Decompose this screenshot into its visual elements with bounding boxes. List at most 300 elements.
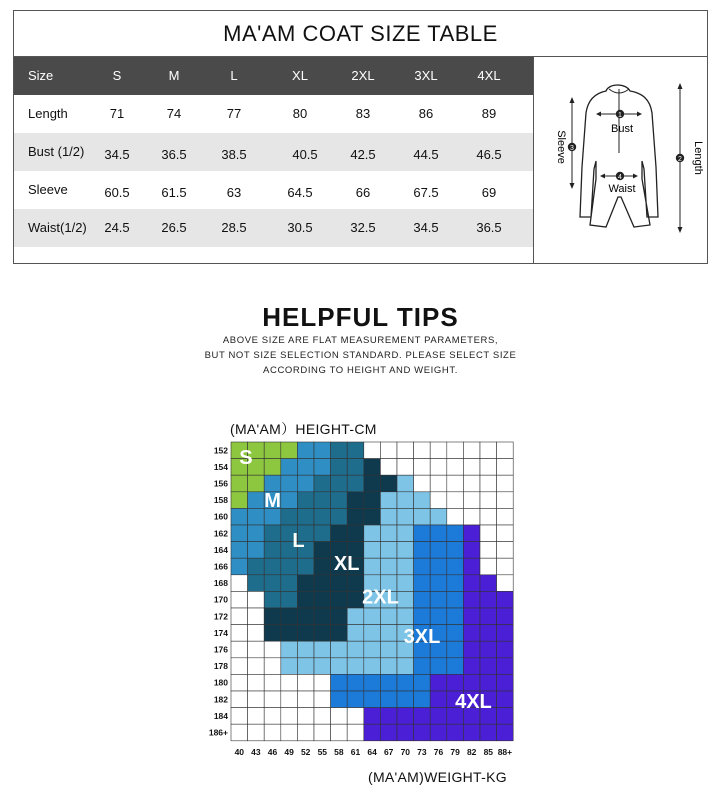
heatmap-cell-3xl (347, 691, 364, 708)
heatmap-cell-2xl (397, 608, 414, 625)
heatmap-cell-empty (497, 459, 514, 476)
heatmap-cell-3xl (430, 608, 447, 625)
heatmap-cell-3xl (380, 674, 397, 691)
heatmap-cell-m (281, 475, 298, 492)
heatmap-cell-empty (231, 625, 248, 642)
heatmap-cell-4xl (430, 708, 447, 725)
heatmap-cell-2xl (364, 542, 381, 559)
heatmap-cell-l (281, 558, 298, 575)
heatmap-cell-xl (347, 525, 364, 542)
heatmap-cell-xl (347, 508, 364, 525)
heatmap-cell-xl (281, 625, 298, 642)
heatmap-cell-4xl (480, 658, 497, 675)
heatmap-cell-4xl (430, 724, 447, 741)
size-table (13, 10, 708, 264)
heatmap-cell-l (281, 508, 298, 525)
heatmap-cell-l (297, 492, 314, 509)
heatmap-cell-empty (414, 442, 431, 459)
heatmap-cell-l (331, 442, 348, 459)
heatmap-cell-l (264, 525, 281, 542)
heatmap-cell-3xl (430, 575, 447, 592)
table-cell: 36.5 (161, 147, 187, 162)
table-cell: 38.5 (221, 147, 247, 162)
heatmap-cell-4xl (497, 691, 514, 708)
heatmap-cell-s (264, 459, 281, 476)
y-tick-label: 164 (213, 544, 228, 555)
heatmap-cell-l (347, 442, 364, 459)
heatmap-cell-2xl (397, 658, 414, 675)
heatmap-cell-xl (364, 475, 381, 492)
y-tick-label: 186+ (208, 727, 228, 738)
heatmap-cell-3xl (364, 691, 381, 708)
heatmap-cell-empty (248, 591, 265, 608)
heatmap-cell-3xl (447, 558, 464, 575)
x-tick-label: 49 (284, 746, 294, 757)
header-cell-4xl: 4XL (477, 68, 501, 83)
heatmap-cell-3xl (414, 525, 431, 542)
size-table-title: MA'AM COAT SIZE TABLE (14, 11, 707, 57)
header-cell-m: M (168, 68, 180, 83)
heatmap-cell-4xl (463, 608, 480, 625)
heatmap-cell-empty (281, 691, 298, 708)
heatmap-cell-2xl (414, 508, 431, 525)
header-cell-size: Size (28, 68, 54, 83)
heatmap-cell-2xl (380, 492, 397, 509)
heatmap-cell-2xl (347, 608, 364, 625)
heatmap-cell-l (347, 459, 364, 476)
heatmap-cell-empty (231, 658, 248, 675)
heatmap-cell-4xl (463, 525, 480, 542)
heatmap-cell-empty (497, 508, 514, 525)
heatmap-cell-empty (447, 442, 464, 459)
y-tick-label: 184 (213, 710, 228, 721)
y-tick-label: 152 (213, 445, 228, 456)
y-tick-label: 168 (213, 578, 228, 589)
heatmap-cell-3xl (430, 558, 447, 575)
heatmap-cell-2xl (364, 608, 381, 625)
y-tick-label: 176 (213, 644, 228, 655)
heatmap-cell-3xl (414, 558, 431, 575)
region-label-xl: XL (333, 553, 360, 576)
heatmap-cell-m (281, 492, 298, 509)
heatmap-cell-l (264, 558, 281, 575)
heatmap-cell-empty (297, 674, 314, 691)
heatmap-cell-2xl (397, 558, 414, 575)
row-label: Length (28, 106, 68, 121)
heatmap-cell-empty (463, 475, 480, 492)
y-tick-label: 182 (213, 694, 228, 705)
table-cell: 64.5 (287, 185, 313, 200)
heatmap-cell-4xl (463, 674, 480, 691)
heatmap-cell-3xl (414, 674, 431, 691)
header-cell-2xl: 2XL (351, 68, 375, 83)
heatmap-cell-empty (480, 508, 497, 525)
heatmap-cell-4xl (463, 542, 480, 559)
heatmap-cell-empty (248, 691, 265, 708)
heatmap-cell-xl (314, 575, 331, 592)
heatmap-cell-empty (380, 459, 397, 476)
x-tick-label: 76 (433, 746, 444, 757)
heatmap-cell-xl (331, 625, 348, 642)
heatmap-cell-empty (430, 459, 447, 476)
table-row-bust (14, 133, 533, 171)
heatmap-cell-xl (347, 492, 364, 509)
heatmap-cell-empty (463, 442, 480, 459)
table-row-sleeve (14, 171, 533, 209)
heatmap-cell-empty (297, 724, 314, 741)
heatmap-cell-m (248, 525, 265, 542)
heatmap-cell-empty (447, 475, 464, 492)
heatmap-cell-2xl (331, 641, 348, 658)
heatmap-cell-empty (248, 641, 265, 658)
y-tick-label: 178 (213, 661, 228, 672)
waist-label: Waist (608, 183, 636, 195)
heatmap-cell-2xl (380, 625, 397, 642)
heatmap-cell-4xl (480, 575, 497, 592)
heatmap-cell-empty (248, 674, 265, 691)
sleeve-label: Sleeve (555, 130, 567, 164)
heatmap-cell-4xl (497, 674, 514, 691)
heatmap-cell-l (331, 492, 348, 509)
heatmap-cell-xl (364, 492, 381, 509)
heatmap-cell-empty (447, 459, 464, 476)
heatmap-cell-4xl (463, 575, 480, 592)
heatmap-cell-s (281, 442, 298, 459)
heatmap-cell-4xl (364, 708, 381, 725)
table-row-waist (14, 209, 533, 247)
heatmap-cell-l (281, 575, 298, 592)
heatmap-cell-m (248, 508, 265, 525)
heatmap-cell-empty (248, 658, 265, 675)
x-tick-label: 79 (450, 746, 460, 757)
heatmap-cell-m (297, 475, 314, 492)
x-tick-label: 70 (400, 746, 411, 757)
heatmap-cell-3xl (380, 691, 397, 708)
heatmap-cell-m (231, 558, 248, 575)
table-cell: 86 (418, 106, 434, 121)
heatmap-cell-l (331, 475, 348, 492)
heatmap-cell-4xl (497, 641, 514, 658)
heatmap-cell-2xl (347, 658, 364, 675)
region-label-l: L (292, 529, 305, 552)
length-label: Length (692, 141, 704, 175)
tips-line-1: ABOVE SIZE ARE FLAT MEASUREMENT PARAMETERS, (222, 335, 499, 346)
x-tick-label: 88+ (497, 746, 513, 757)
heatmap-cell-empty (480, 542, 497, 559)
heatmap-cell-xl (297, 608, 314, 625)
y-tick-label: 154 (213, 461, 228, 472)
heatmap-cell-3xl (414, 658, 431, 675)
heatmap-cell-empty (281, 674, 298, 691)
heatmap-cell-4xl (463, 724, 480, 741)
heatmap-cell-empty (264, 674, 281, 691)
heatmap-cell-4xl (480, 724, 497, 741)
heatmap-cell-4xl (430, 674, 447, 691)
tips-title: HELPFUL TIPS (262, 302, 459, 332)
heatmap-cell-s (231, 492, 248, 509)
heatmap-cell-4xl (480, 591, 497, 608)
heatmap-cell-empty (397, 442, 414, 459)
heatmap-cell-3xl (414, 608, 431, 625)
table-cell: 77 (226, 106, 242, 121)
heatmap-cell-3xl (430, 525, 447, 542)
heatmap-cell-4xl (463, 558, 480, 575)
x-tick-label: 46 (267, 746, 278, 757)
heatmap-cell-2xl (331, 658, 348, 675)
diagram-number-3: 3 (570, 145, 574, 152)
heatmap-cell-l (331, 508, 348, 525)
heatmap-cell-empty (248, 625, 265, 642)
table-cell: 71 (109, 106, 125, 121)
table-cell: 40.5 (292, 147, 318, 162)
row-label: Sleeve (28, 182, 68, 197)
coat-outline-icon (534, 57, 709, 263)
heatmap-cell-3xl (430, 591, 447, 608)
heatmap-cell-2xl (364, 658, 381, 675)
heatmap-cell-empty (364, 442, 381, 459)
heatmap-cell-xl (314, 558, 331, 575)
diagram-number-1: 1 (618, 112, 622, 119)
heatmap-cell-s (248, 475, 265, 492)
heatmap-cell-2xl (364, 558, 381, 575)
heatmap-cell-3xl (447, 641, 464, 658)
heatmap-cell-xl (281, 608, 298, 625)
y-tick-label: 172 (213, 611, 228, 622)
y-tick-label: 174 (213, 627, 228, 638)
heatmap-cell-empty (264, 658, 281, 675)
heatmap-cell-empty (463, 459, 480, 476)
table-row-length (14, 95, 533, 133)
heatmap-cell-2xl (397, 542, 414, 559)
chart-title: (MA'AM）HEIGHT-CM (230, 421, 377, 437)
heatmap-cell-empty (347, 724, 364, 741)
y-tick-label: 166 (213, 561, 228, 572)
size-table-header-row (14, 57, 533, 95)
heatmap-cell-xl (314, 625, 331, 642)
heatmap-cell-2xl (347, 625, 364, 642)
measurement-diagram (533, 57, 708, 263)
region-label-4xl: 4XL (455, 690, 492, 713)
heatmap-cell-4xl (397, 708, 414, 725)
heatmap-cell-3xl (397, 674, 414, 691)
heatmap-cell-empty (264, 641, 281, 658)
heatmap-cell-empty (297, 691, 314, 708)
heatmap-cell-4xl (480, 625, 497, 642)
heatmap-cell-m (281, 459, 298, 476)
heatmap-cell-empty (480, 492, 497, 509)
heatmap-cell-xl (331, 591, 348, 608)
heatmap-cell-l (347, 475, 364, 492)
heatmap-cell-3xl (331, 674, 348, 691)
heatmap-cell-4xl (447, 724, 464, 741)
y-tick-label: 180 (213, 677, 228, 688)
heatmap-cell-m (231, 525, 248, 542)
y-tick-label: 170 (213, 594, 228, 605)
heatmap-cell-2xl (347, 641, 364, 658)
x-tick-label: 85 (483, 746, 494, 757)
table-cell: 60.5 (104, 185, 130, 200)
heatmap-cell-empty (231, 641, 248, 658)
x-tick-label: 52 (300, 746, 311, 757)
heatmap-cell-xl (314, 542, 331, 559)
heatmap-cell-2xl (364, 625, 381, 642)
heatmap-cell-s (231, 475, 248, 492)
heatmap-cell-l (314, 508, 331, 525)
region-label-m: M (264, 490, 281, 513)
heatmap-cell-4xl (380, 724, 397, 741)
heatmap-cell-empty (430, 492, 447, 509)
heatmap-cell-2xl (281, 641, 298, 658)
heatmap-cell-empty (231, 575, 248, 592)
heatmap-cell-4xl (497, 608, 514, 625)
x-tick-label: 64 (367, 746, 377, 757)
heatmap-cell-m (314, 459, 331, 476)
region-label-3xl: 3XL (403, 626, 441, 649)
heatmap-cell-3xl (447, 591, 464, 608)
heatmap-cell-4xl (380, 708, 397, 725)
heatmap-cell-empty (414, 459, 431, 476)
heatmap-cell-empty (314, 724, 331, 741)
heatmap-cell-2xl (380, 641, 397, 658)
heatmap-cell-2xl (297, 658, 314, 675)
x-tick-label: 61 (350, 746, 361, 757)
heatmap-cell-2xl (297, 641, 314, 658)
heatmap-cell-empty (314, 691, 331, 708)
heatmap-cell-2xl (397, 525, 414, 542)
table-cell: 69 (481, 185, 497, 200)
y-tick-label: 158 (213, 495, 228, 506)
row-label: Waist(1/2) (28, 220, 87, 235)
heatmap-cell-3xl (331, 691, 348, 708)
diagram-number-2: 2 (678, 156, 682, 163)
heatmap-cell-l (248, 575, 265, 592)
heatmap-cell-empty (231, 708, 248, 725)
heatmap-cell-4xl (414, 708, 431, 725)
table-cell: 63 (226, 185, 242, 200)
heatmap-cell-2xl (281, 658, 298, 675)
heatmap-cell-3xl (447, 542, 464, 559)
heatmap-cell-empty (331, 708, 348, 725)
heatmap-cell-3xl (430, 542, 447, 559)
size-heatmap (195, 436, 535, 766)
table-cell: 34.5 (104, 147, 130, 162)
table-cell: 44.5 (413, 147, 439, 162)
heatmap-cell-2xl (314, 641, 331, 658)
heatmap-cell-4xl (397, 724, 414, 741)
heatmap-cell-xl (331, 575, 348, 592)
heatmap-cell-xl (297, 625, 314, 642)
heatmap-cell-4xl (480, 641, 497, 658)
heatmap-cell-3xl (430, 658, 447, 675)
heatmap-cell-empty (480, 459, 497, 476)
header-cell-l: L (230, 68, 238, 83)
heatmap-cell-empty (231, 691, 248, 708)
heatmap-cell-2xl (397, 575, 414, 592)
heatmap-cell-m (314, 442, 331, 459)
heatmap-cell-empty (297, 708, 314, 725)
y-tick-label: 156 (213, 478, 228, 489)
heatmap-cell-empty (497, 492, 514, 509)
heatmap-cell-3xl (347, 674, 364, 691)
heatmap-cell-4xl (497, 724, 514, 741)
heatmap-cell-l (248, 558, 265, 575)
heatmap-cell-empty (314, 674, 331, 691)
heatmap-cell-empty (414, 475, 431, 492)
heatmap-cell-3xl (447, 658, 464, 675)
heatmap-cell-empty (480, 558, 497, 575)
heatmap-cell-4xl (463, 658, 480, 675)
heatmap-cell-4xl (497, 658, 514, 675)
heatmap-cell-2xl (397, 475, 414, 492)
y-tick-label: 162 (213, 528, 228, 539)
heatmap-cell-l (264, 575, 281, 592)
table-cell: 89 (481, 106, 497, 121)
region-label-2xl: 2XL (362, 586, 399, 609)
table-cell: 83 (355, 106, 371, 121)
heatmap-cell-3xl (414, 691, 431, 708)
heatmap-cell-xl (264, 625, 281, 642)
heatmap-cell-empty (497, 542, 514, 559)
heatmap-cell-empty (264, 724, 281, 741)
heatmap-cell-2xl (397, 591, 414, 608)
table-cell: 26.5 (161, 220, 187, 235)
x-tick-label: 55 (317, 746, 328, 757)
heatmap-cell-xl (314, 591, 331, 608)
heatmap-cell-m (297, 459, 314, 476)
table-cell: 66 (355, 185, 371, 200)
heatmap-cell-empty (264, 708, 281, 725)
heatmap-cell-empty (447, 508, 464, 525)
heatmap-cell-2xl (430, 508, 447, 525)
heatmap-cell-empty (380, 442, 397, 459)
heatmap-cell-empty (281, 724, 298, 741)
heatmap-cell-l (297, 558, 314, 575)
x-tick-label: 67 (383, 746, 394, 757)
diagram-number-4: 4 (618, 174, 622, 181)
heatmap-cell-empty (231, 591, 248, 608)
header-cell-xl: XL (292, 68, 308, 83)
table-cell: 67.5 (413, 185, 439, 200)
heatmap-cell-2xl (397, 508, 414, 525)
heatmap-cell-2xl (314, 658, 331, 675)
heatmap-cell-empty (447, 492, 464, 509)
heatmap-cell-empty (463, 508, 480, 525)
table-cell: 28.5 (221, 220, 247, 235)
x-tick-label: 73 (417, 746, 427, 757)
heatmap-cell-2xl (380, 558, 397, 575)
heatmap-cell-4xl (480, 674, 497, 691)
heatmap-cell-2xl (414, 492, 431, 509)
heatmap-cell-2xl (380, 658, 397, 675)
heatmap-cell-4xl (447, 674, 464, 691)
heatmap-cell-empty (331, 724, 348, 741)
heatmap-cell-empty (248, 608, 265, 625)
heatmap-cell-2xl (380, 542, 397, 559)
heatmap-cell-s (264, 442, 281, 459)
x-tick-label: 40 (234, 746, 245, 757)
heatmap-cell-3xl (414, 575, 431, 592)
heatmap-cell-4xl (463, 625, 480, 642)
heatmap-cell-3xl (447, 625, 464, 642)
heatmap-cell-empty (430, 475, 447, 492)
heatmap-cell-4xl (463, 641, 480, 658)
heatmap-cell-m (231, 542, 248, 559)
table-cell: 30.5 (287, 220, 313, 235)
heatmap-cell-4xl (497, 591, 514, 608)
heatmap-cell-l (314, 525, 331, 542)
heatmap-cell-empty (480, 525, 497, 542)
table-cell: 61.5 (161, 185, 187, 200)
